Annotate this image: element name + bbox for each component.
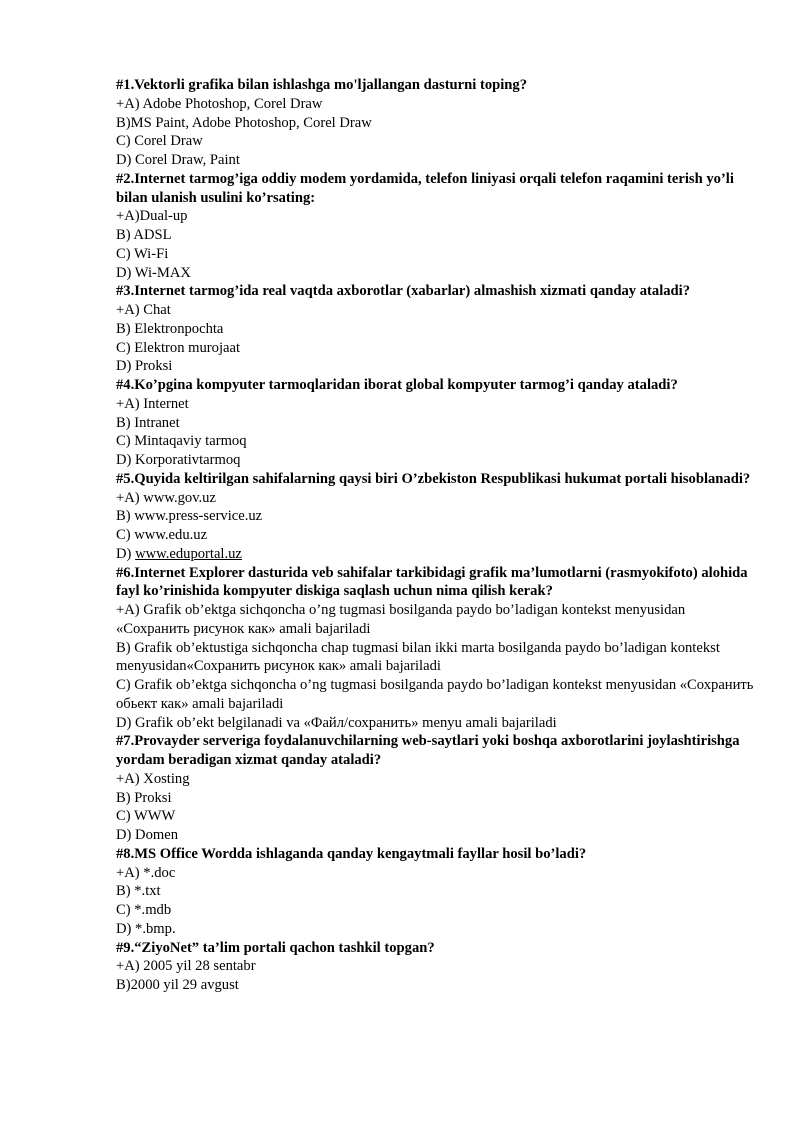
answer-option (116, 545, 756, 564)
answer-option: +A) Internet (116, 395, 189, 412)
question-text: #6.Internet Explorer dasturida veb sahifalar tarkibidagi grafik ma’lumotlarni (rasmyokifoto) alohida fayl ko’rinishida kompyuter diskiga saqlash uchun nima qilish kerak? (116, 564, 748, 600)
answer-option: B) www.press-service.uz (116, 508, 263, 525)
answer-option: C) Corel Draw (116, 133, 203, 150)
question-block (116, 282, 756, 376)
answer-option: +A) *.doc (116, 864, 176, 881)
answer-option: +A) Grafik ob’ektga sichqoncha o’ng tugmasi bosilganda paydo bo’ladigan kontekst menyusidan «Сохранить рисунок как» amali bajariladi (116, 602, 686, 637)
quiz-content (116, 76, 756, 995)
question-block (116, 845, 756, 939)
question-block (116, 732, 756, 845)
answer-option: B) *.txt (116, 883, 161, 900)
question-text: #7.Provayder serveriga foydalanuvchilarning web-saytlari yoki boshqa axborotlarini joylashtirishga yordam beradigan xizmat qanday ataladi? (116, 733, 740, 768)
answer-option: D) Wi-MAX (116, 264, 191, 281)
answer-option: B) Intranet (116, 414, 180, 431)
answer-option: C) Mintaqaviy tarmoq (116, 433, 247, 450)
question-text: #2.Internet tarmog’iga oddiy modem yordamida, telefon liniyasi orqali telefon raqamini terish yo’li bilan ulanish usulini ko’rsating: (116, 170, 734, 206)
answer-option: D) Proksi (116, 358, 173, 375)
answer-option: +A) Xosting (116, 770, 190, 787)
answer-option: B) ADSL (116, 227, 172, 243)
answer-option: B) Proksi (116, 789, 172, 806)
answer-option: +A)Dual-up (116, 208, 188, 225)
answer-option: C) Wi-Fi (116, 245, 169, 262)
answer-option: C) Grafik ob’ektga sichqoncha o’ng tugmasi bosilganda paydo bo’ladigan kontekst menyusidan «Сохранить обьект как» amali bajariladi (116, 677, 754, 712)
question-block (116, 376, 756, 470)
answer-option: +A) www.gov.uz (116, 489, 216, 506)
answer-option: D) Grafik ob’ekt belgilanadi va «Файл/сохранить» menyu amali bajariladi (116, 714, 557, 731)
option-prefix: D) (116, 545, 136, 562)
answer-option: +A) Adobe Photoshop, Corel Draw (116, 95, 323, 112)
eduportal-link[interactable]: www.eduportal.uz (135, 545, 242, 562)
answer-option: B) Elektronpochta (116, 320, 224, 337)
answer-option: +A) Chat (116, 302, 171, 318)
answer-option: B)2000 yil 29 avgust (116, 977, 239, 993)
answer-option: C) WWW (116, 808, 176, 825)
question-block (116, 170, 756, 283)
answer-option: C) Elektron murojaat (116, 339, 241, 356)
question-text: #3.Internet tarmog’ida real vaqtda axborotlar (xabarlar) almashish xizmati qanday ataladi? (116, 283, 691, 300)
question-block (116, 470, 756, 564)
answer-option: D) Korporativtarmoq (116, 452, 241, 468)
question-text: #9.“ZiyoNet” ta’lim portali qachon tashkil topgan? (116, 939, 435, 956)
answer-option: C) www.edu.uz (116, 527, 208, 543)
question-block (116, 76, 756, 170)
answer-option: D) Domen (116, 827, 179, 843)
question-text: #1.Vektorli grafika bilan ishlashga mo'ljallangan dasturni toping? (116, 77, 528, 93)
answer-option: +A) 2005 yil 28 sentabr (116, 958, 256, 975)
question-block (116, 564, 756, 733)
answer-option: D) Corel Draw, Paint (116, 152, 240, 168)
question-text: #5.Quyida keltirilgan sahifalarning qaysi biri O’zbekiston Respublikasi hukumat portali hisoblanadi? (116, 470, 751, 487)
answer-option: D) *.bmp. (116, 920, 176, 937)
answer-option: B) Grafik ob’ektustiga sichqoncha chap tugmasi bilan ikki marta bosilganda paydo bo’ladigan kontekst menyusidan«Сохранить рисунок как» amali bajariladi (116, 639, 720, 675)
question-text: #4.Ko’pgina kompyuter tarmoqlaridan iborat global kompyuter tarmog’i qanday ataladi? (116, 377, 678, 393)
question-block (116, 939, 756, 995)
question-text: #8.MS Office Wordda ishlaganda qanday kengaytmali fayllar hosil bo’ladi? (116, 845, 587, 862)
answer-option: C) *.mdb (116, 902, 172, 918)
answer-option: B)MS Paint, Adobe Photoshop, Corel Draw (116, 114, 372, 131)
